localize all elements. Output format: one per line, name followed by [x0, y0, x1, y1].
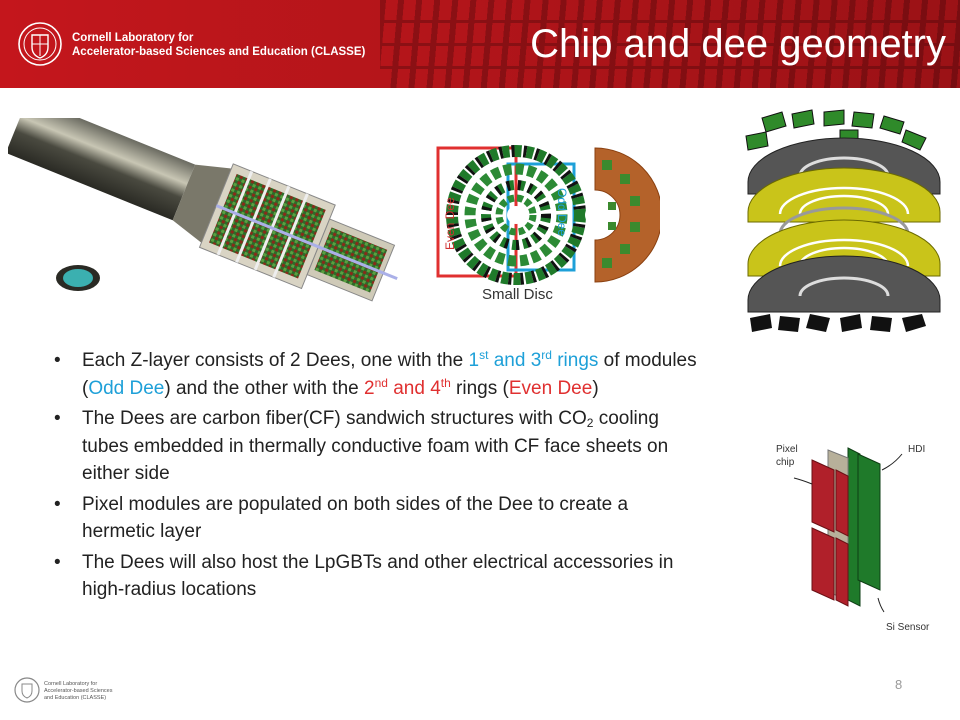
small-disc-image [430, 140, 660, 285]
bullet-text: Each Z-layer consists of 2 Dees, one with the [82, 350, 469, 371]
bullet-text: of modules ( [82, 350, 697, 399]
even-dee-text: Even Dee [508, 377, 593, 399]
pixel-chip-label-line2: chip [776, 457, 795, 468]
ring-1st [469, 350, 599, 371]
bullet-symbol: • [54, 350, 61, 371]
odd-dee-text: Odd Dee [88, 377, 165, 399]
ring-2nd [364, 375, 451, 399]
bullet-symbol: • [54, 408, 61, 429]
footer-line2: Accelerator-based Sciences [44, 688, 113, 694]
org-name [72, 31, 365, 59]
ring-number: and 3 [488, 350, 542, 371]
bullet-text: ) and the other with the [164, 377, 364, 399]
tracker-cutaway-image [8, 118, 408, 308]
si-sensor-label: Si Sensor [886, 622, 930, 633]
footer-line1: Cornell Laboratory for [44, 681, 98, 687]
ring-number: 1 [468, 350, 480, 371]
bullet-symbol: • [54, 493, 61, 515]
org-name-line2: Accelerator-based Sciences and Education (CLASSE) [72, 46, 366, 58]
ordinal-suffix: th [440, 375, 451, 390]
footer-org-name [44, 681, 124, 702]
ordinal-suffix: rd [541, 348, 552, 362]
small-disc-caption: Small Disc [482, 286, 553, 303]
pixel-module-image [790, 440, 910, 615]
bullet-text: The Dees are carbon fiber(CF) sandwich structures with CO [82, 408, 587, 429]
ordinal-suffix: nd [374, 375, 388, 390]
bullet-item-pixel-modules [52, 491, 702, 546]
org-name-line1: Cornell Laboratory for [72, 32, 194, 44]
bullet-text: ) [592, 377, 599, 399]
ring-number: 2 [364, 377, 375, 399]
hdi-label: HDI [908, 444, 926, 455]
bullet-item-cf-structure [52, 405, 702, 488]
pixel-chip-label [776, 443, 798, 469]
bullet-item-zlayer [52, 347, 702, 402]
ring-word: rings [551, 350, 599, 371]
even-dee-label: Even Dee [443, 197, 457, 250]
cornell-seal-icon [18, 22, 62, 66]
odd-dee-label: Odd Dee [555, 188, 569, 237]
slide-title: Chip and dee geometry [530, 22, 946, 66]
ring-number: and 4 [387, 377, 441, 399]
bullet-text: rings ( [450, 377, 509, 399]
bullet-text: The Dees will also host the LpGBTs and other electrical accessories in high-radius locations [82, 551, 674, 600]
bullet-symbol: • [54, 551, 61, 573]
bullet-text: cooling tubes embedded in thermally conductive foam with CF face sheets on either side [82, 408, 669, 484]
page-number: 8 [895, 677, 903, 692]
ordinal-suffix: st [479, 348, 489, 362]
pixel-chip-label-line1: Pixel [776, 444, 798, 455]
footer-seal-icon [14, 677, 40, 703]
dee-exploded-stack-image [740, 104, 950, 344]
bullet-text: Pixel modules are populated on both sides of the Dee to create a hermetic layer [82, 493, 629, 542]
header-banner [0, 0, 960, 88]
bullet-list [52, 347, 702, 607]
bullet-item-lpgbt [52, 549, 702, 604]
footer-line3: and Education (CLASSE) [44, 695, 107, 701]
subscript: 2 [586, 416, 594, 430]
